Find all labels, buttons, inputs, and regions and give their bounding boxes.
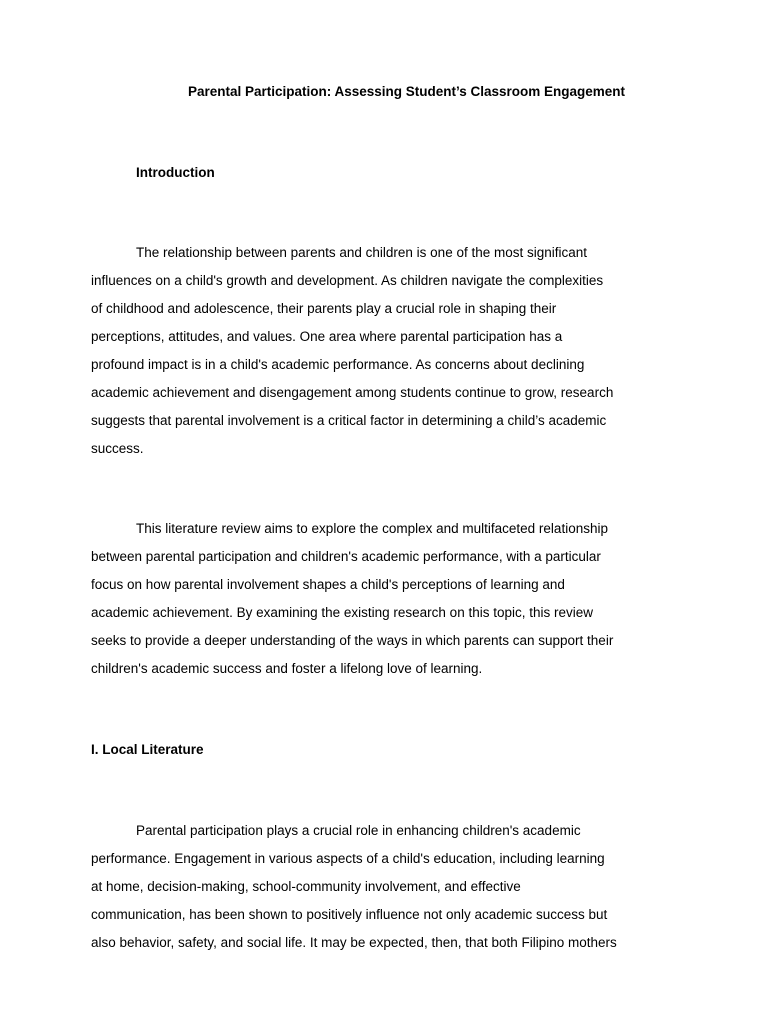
paragraph-line: children's academic success and foster a lifelong love of learning. [91, 661, 483, 676]
paragraph-line: academic achievement and disengagement among students continue to grow, research [91, 385, 614, 400]
paragraph-line: profound impact is in a child's academic performance. As concerns about declining [91, 357, 585, 372]
paragraph-line: communication, has been shown to positively influence not only academic success but [91, 907, 608, 922]
paragraph-line: The relationship between parents and children is one of the most significant [136, 245, 588, 260]
paragraph-line: influences on a child's growth and development. As children navigate the complexities [91, 273, 604, 288]
paragraph-line: Parental participation plays a crucial role in enhancing children's academic [136, 823, 581, 838]
paragraph-line: suggests that parental involvement is a critical factor in determining a child’s academic [91, 413, 607, 428]
paragraph-line: of childhood and adolescence, their parents play a crucial role in shaping their [91, 301, 557, 316]
paragraph-line: performance. Engagement in various aspects of a child's education, including learning [91, 851, 605, 866]
paragraph-line: focus on how parental involvement shapes a child's perceptions of learning and [91, 577, 565, 592]
paragraph-line: This literature review aims to explore the complex and multifaceted relationship [136, 521, 608, 536]
introduction-paragraph-1 [91, 239, 691, 463]
paragraph-line: also behavior, safety, and social life. It may be expected, then, that both Filipino mothers [91, 935, 617, 950]
introduction-paragraph-2 [91, 515, 691, 683]
paragraph-line: academic achievement. By examining the existing research on this topic, this review [91, 605, 593, 620]
introduction-heading: Introduction [136, 165, 215, 180]
local-literature-paragraph [91, 817, 691, 957]
document-title: Parental Participation: Assessing Student’s Classroom Engagement [187, 84, 626, 99]
paragraph-line: perceptions, attitudes, and values. One area where parental participation has a [91, 329, 563, 344]
paragraph-line: seeks to provide a deeper understanding of the ways in which parents can support their [91, 633, 614, 648]
paragraph-line: between parental participation and children's academic performance, with a particular [91, 549, 601, 564]
local-literature-heading: I. Local Literature [91, 742, 204, 757]
paragraph-line: success. [91, 441, 144, 456]
paragraph-line: at home, decision-making, school-community involvement, and effective [91, 879, 521, 894]
